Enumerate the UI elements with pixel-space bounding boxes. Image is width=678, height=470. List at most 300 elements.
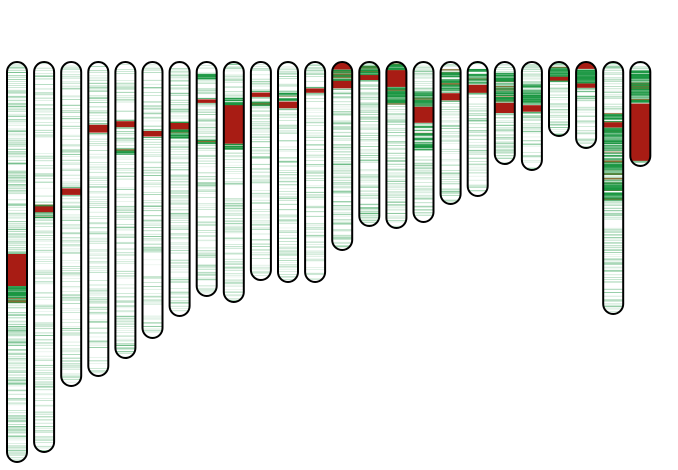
- density-line: [34, 130, 54, 131]
- density-line: [251, 195, 271, 196]
- density-line: [251, 244, 271, 245]
- density-line: [7, 455, 27, 456]
- density-line: [522, 75, 542, 76]
- density-line: [251, 224, 271, 225]
- density-line: [224, 184, 244, 185]
- density-line: [414, 163, 434, 164]
- density-line: [359, 118, 379, 119]
- green-band: [603, 174, 623, 175]
- density-line: [61, 286, 81, 287]
- density-line: [7, 228, 27, 229]
- density-line: [115, 138, 135, 139]
- density-line: [359, 86, 379, 87]
- density-line: [88, 322, 108, 323]
- density-line: [88, 357, 108, 358]
- density-line: [305, 229, 325, 230]
- density-line: [468, 150, 488, 151]
- density-line: [7, 231, 27, 232]
- red-band: [386, 70, 406, 87]
- density-line: [522, 77, 542, 78]
- density-line: [34, 233, 54, 234]
- green-band: [495, 98, 515, 100]
- density-line: [115, 100, 135, 101]
- density-line: [88, 299, 108, 300]
- density-line: [170, 217, 190, 218]
- density-line: [115, 253, 135, 254]
- red-band: [7, 254, 27, 286]
- density-line: [7, 367, 27, 368]
- chromosome-chr13: [332, 61, 352, 251]
- density-line: [603, 309, 623, 310]
- density-line: [549, 87, 569, 88]
- green-band: [414, 149, 434, 150]
- density-line: [34, 153, 54, 154]
- density-line: [34, 427, 54, 428]
- density-line: [549, 127, 569, 128]
- green-band: [603, 193, 623, 195]
- density-line: [359, 129, 379, 130]
- density-line: [603, 211, 623, 212]
- density-line: [61, 364, 81, 365]
- density-line: [7, 429, 27, 430]
- green-band: [495, 75, 515, 76]
- density-line: [386, 149, 406, 150]
- density-line: [115, 135, 135, 136]
- density-line: [61, 210, 81, 211]
- density-line: [305, 101, 325, 102]
- density-line: [7, 440, 27, 441]
- density-line: [332, 122, 352, 123]
- green-band: [522, 85, 542, 86]
- density-line: [7, 340, 27, 341]
- density-line: [143, 163, 163, 164]
- density-line: [332, 243, 352, 244]
- density-line: [305, 211, 325, 212]
- density-line: [630, 68, 650, 69]
- density-line: [61, 238, 81, 239]
- density-line: [7, 448, 27, 449]
- density-line: [603, 205, 623, 206]
- density-line: [7, 171, 27, 172]
- density-line: [143, 210, 163, 211]
- density-line: [603, 80, 623, 81]
- density-line: [359, 177, 379, 178]
- chromosome-chr15: [386, 62, 406, 228]
- density-line: [386, 122, 406, 123]
- density-line: [197, 279, 217, 280]
- density-line: [441, 133, 461, 134]
- density-line: [115, 249, 135, 250]
- density-line: [34, 374, 54, 375]
- density-line: [251, 227, 271, 228]
- density-line: [115, 301, 135, 302]
- density-line: [603, 111, 623, 112]
- density-line: [224, 252, 244, 253]
- density-line: [305, 149, 325, 150]
- green-band: [603, 141, 623, 142]
- density-line: [143, 84, 163, 85]
- density-line: [170, 104, 190, 105]
- density-line: [7, 190, 27, 191]
- density-line: [224, 202, 244, 203]
- density-line: [386, 158, 406, 159]
- density-line: [305, 195, 325, 196]
- density-line: [576, 100, 596, 101]
- density-line: [7, 222, 27, 223]
- green-band: [170, 137, 190, 138]
- density-line: [278, 264, 298, 265]
- density-line: [278, 247, 298, 248]
- density-line: [7, 318, 27, 319]
- density-line: [305, 208, 325, 209]
- density-line: [34, 263, 54, 264]
- density-line: [359, 205, 379, 206]
- density-line: [468, 134, 488, 135]
- density-line: [61, 355, 81, 356]
- density-line: [61, 361, 81, 362]
- density-line: [224, 270, 244, 271]
- density-line: [414, 193, 434, 194]
- density-line: [61, 273, 81, 274]
- density-line: [61, 155, 81, 156]
- density-line: [61, 246, 81, 247]
- green-band: [495, 88, 515, 89]
- density-line: [197, 183, 217, 184]
- density-line: [170, 74, 190, 75]
- density-line: [278, 238, 298, 239]
- density-line: [88, 184, 108, 185]
- density-line: [115, 243, 135, 244]
- density-line: [224, 200, 244, 201]
- density-line: [332, 191, 352, 192]
- density-line: [143, 147, 163, 148]
- density-line: [603, 104, 623, 105]
- density-line: [7, 125, 27, 126]
- density-line: [88, 143, 108, 144]
- density-line: [332, 177, 352, 178]
- density-line: [170, 266, 190, 267]
- green-band: [414, 142, 434, 143]
- density-line: [7, 236, 27, 237]
- density-line: [305, 250, 325, 251]
- green-band: [495, 93, 515, 94]
- density-line: [7, 247, 27, 248]
- density-line: [386, 122, 406, 123]
- density-line: [115, 263, 135, 264]
- density-line: [305, 212, 325, 213]
- density-line: [576, 143, 596, 144]
- density-line: [468, 136, 488, 137]
- density-line: [7, 437, 27, 438]
- density-line: [7, 435, 27, 436]
- density-line: [88, 231, 108, 232]
- green-band: [224, 98, 244, 99]
- density-line: [251, 110, 271, 111]
- density-line: [224, 171, 244, 172]
- density-line: [522, 82, 542, 83]
- density-line: [224, 262, 244, 263]
- density-line: [441, 191, 461, 192]
- density-line: [34, 240, 54, 241]
- density-line: [278, 262, 298, 263]
- density-line: [170, 199, 190, 200]
- density-line: [61, 379, 81, 380]
- density-line: [115, 261, 135, 262]
- density-line: [576, 92, 596, 93]
- density-line: [61, 327, 81, 328]
- density-line: [143, 230, 163, 231]
- density-line: [278, 276, 298, 277]
- density-line: [359, 219, 379, 220]
- density-line: [278, 133, 298, 134]
- density-line: [197, 136, 217, 137]
- green-band: [441, 79, 461, 80]
- density-line: [88, 238, 108, 239]
- density-line: [61, 268, 81, 269]
- density-line: [34, 79, 54, 80]
- density-line: [61, 144, 81, 145]
- green-band: [386, 101, 406, 103]
- density-line: [197, 187, 217, 188]
- density-line: [7, 354, 27, 355]
- density-line: [603, 233, 623, 234]
- green-band: [603, 189, 623, 190]
- density-line: [414, 70, 434, 71]
- density-line: [441, 183, 461, 184]
- density-line: [549, 108, 569, 109]
- density-line: [115, 329, 135, 330]
- density-line: [7, 100, 27, 101]
- density-line: [7, 218, 27, 219]
- density-line: [88, 212, 108, 213]
- green-band: [170, 133, 190, 135]
- density-line: [603, 212, 623, 213]
- band-edge: [359, 81, 379, 82]
- density-line: [278, 215, 298, 216]
- density-line: [603, 306, 623, 307]
- density-line: [143, 108, 163, 109]
- density-line: [7, 421, 27, 422]
- chromosome-chr20: [522, 62, 542, 170]
- density-line: [7, 351, 27, 352]
- density-line: [251, 101, 271, 102]
- green-band: [332, 73, 352, 74]
- density-line: [305, 242, 325, 243]
- density-line: [143, 208, 163, 209]
- density-line: [197, 161, 217, 162]
- density-line: [359, 135, 379, 136]
- density-line: [7, 416, 27, 417]
- green-band: [495, 79, 515, 80]
- density-line: [332, 92, 352, 93]
- green-band: [630, 83, 650, 84]
- density-line: [7, 380, 27, 381]
- green-band: [441, 87, 461, 88]
- density-line: [386, 200, 406, 201]
- density-line: [34, 109, 54, 110]
- density-line: [414, 199, 434, 200]
- density-line: [115, 201, 135, 202]
- density-line: [224, 239, 244, 240]
- density-line: [115, 324, 135, 325]
- density-line: [115, 89, 135, 90]
- density-line: [441, 176, 461, 177]
- density-line: [468, 104, 488, 105]
- density-line: [34, 168, 54, 169]
- density-line: [34, 406, 54, 407]
- density-line: [88, 100, 108, 101]
- density-line: [224, 178, 244, 179]
- density-line: [386, 114, 406, 115]
- density-line: [495, 87, 515, 88]
- density-line: [197, 266, 217, 267]
- density-line: [34, 68, 54, 69]
- density-line: [278, 92, 298, 93]
- density-line: [224, 157, 244, 158]
- density-line: [170, 248, 190, 249]
- density-line: [224, 199, 244, 200]
- density-line: [305, 207, 325, 208]
- density-line: [7, 358, 27, 359]
- density-line: [603, 301, 623, 302]
- green-band: [495, 89, 515, 90]
- density-line: [7, 384, 27, 385]
- density-line: [61, 352, 81, 353]
- density-line: [332, 123, 352, 124]
- density-line: [143, 95, 163, 96]
- density-line: [34, 401, 54, 402]
- density-line: [332, 155, 352, 156]
- green-band: [522, 100, 542, 102]
- density-line: [386, 143, 406, 144]
- density-line: [61, 335, 81, 336]
- density-line: [278, 182, 298, 183]
- chromosome-chrX: [603, 62, 623, 314]
- density-line: [170, 100, 190, 101]
- density-line: [251, 268, 271, 269]
- density-line: [115, 227, 135, 228]
- green-band: [414, 99, 434, 100]
- green-band: [603, 195, 623, 196]
- density-line: [224, 204, 244, 205]
- density-line: [88, 102, 108, 103]
- density-line: [197, 255, 217, 256]
- density-line: [441, 195, 461, 196]
- density-line: [88, 139, 108, 140]
- density-line: [197, 191, 217, 192]
- green-band: [386, 95, 406, 96]
- density-line: [278, 140, 298, 141]
- density-line: [441, 164, 461, 165]
- density-line: [386, 148, 406, 149]
- density-line: [61, 281, 81, 282]
- density-line: [197, 80, 217, 81]
- density-line: [7, 322, 27, 323]
- density-line: [386, 202, 406, 203]
- density-line: [576, 95, 596, 96]
- density-line: [359, 140, 379, 141]
- density-line: [197, 119, 217, 120]
- density-line: [332, 110, 352, 111]
- density-line: [332, 148, 352, 149]
- density-line: [7, 335, 27, 336]
- density-line: [386, 128, 406, 129]
- density-line: [603, 265, 623, 266]
- density-line: [386, 164, 406, 165]
- density-line: [386, 161, 406, 162]
- density-line: [115, 353, 135, 354]
- density-line: [34, 92, 54, 93]
- density-line: [603, 258, 623, 259]
- band-edge: [332, 79, 352, 80]
- density-line: [441, 71, 461, 72]
- density-line: [603, 208, 623, 209]
- density-line: [224, 183, 244, 184]
- density-line: [34, 348, 54, 349]
- density-line: [414, 196, 434, 197]
- density-line: [34, 259, 54, 260]
- density-line: [386, 161, 406, 162]
- density-line: [7, 105, 27, 106]
- density-line: [278, 204, 298, 205]
- density-line: [495, 151, 515, 152]
- density-line: [170, 73, 190, 74]
- density-line: [603, 80, 623, 81]
- density-line: [34, 305, 54, 306]
- density-line: [224, 291, 244, 292]
- density-line: [468, 153, 488, 154]
- density-line: [332, 238, 352, 239]
- density-line: [143, 330, 163, 331]
- density-line: [603, 292, 623, 293]
- density-line: [386, 130, 406, 131]
- density-line: [61, 68, 81, 69]
- density-line: [332, 212, 352, 213]
- density-line: [143, 252, 163, 253]
- density-line: [61, 242, 81, 243]
- density-line: [7, 143, 27, 144]
- density-line: [359, 104, 379, 105]
- density-line: [88, 344, 108, 345]
- density-line: [34, 367, 54, 368]
- density-line: [603, 68, 623, 69]
- density-line: [34, 359, 54, 360]
- density-line: [61, 179, 81, 180]
- density-line: [34, 386, 54, 387]
- density-line: [332, 223, 352, 224]
- density-line: [305, 70, 325, 71]
- density-line: [251, 272, 271, 273]
- density-line: [251, 140, 271, 141]
- density-line: [359, 213, 379, 214]
- density-line: [170, 87, 190, 88]
- density-line: [88, 243, 108, 244]
- density-line: [603, 231, 623, 232]
- density-line: [34, 284, 54, 285]
- green-band: [630, 77, 650, 78]
- density-line: [305, 108, 325, 109]
- density-line: [522, 79, 542, 80]
- density-line: [603, 89, 623, 90]
- density-line: [88, 368, 108, 369]
- density-line: [115, 210, 135, 211]
- density-line: [88, 208, 108, 209]
- density-line: [61, 299, 81, 300]
- density-line: [197, 93, 217, 94]
- density-line: [332, 114, 352, 115]
- density-line: [7, 304, 27, 305]
- density-line: [7, 245, 27, 246]
